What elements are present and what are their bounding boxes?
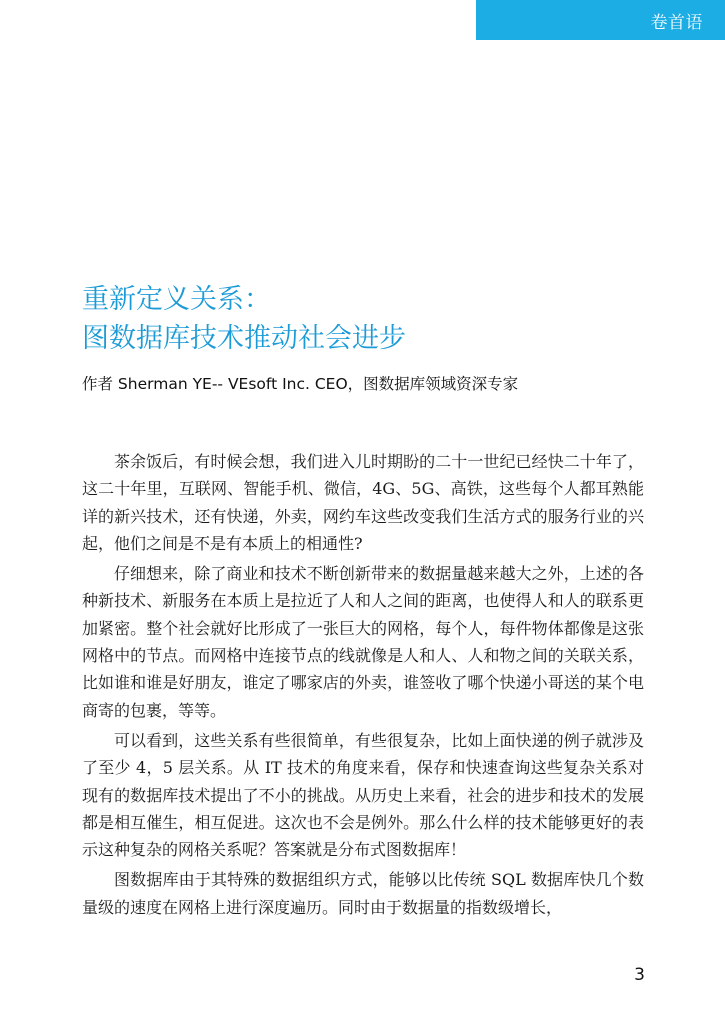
paragraph: 可以看到，这些关系有些很简单，有些很复杂，比如上面快递的例子就涉及了至少 4，5 层关系。从 IT 技术的角度来看，保存和快速查询这些复杂关系对现有的数据库技术提出了不小的挑战。从历史上来看，社会的进步和技术的发展都是相互催生，相互促进。这次也不会是例外。那么什么样的技术能够更好的表示这种复杂的网格关系呢？答案就是分布式图数据库！ — [82, 730, 644, 860]
section-header-tab — [476, 0, 725, 40]
paragraph: 图数据库由于其特殊的数据组织方式，能够以比传统 SQL 数据库快几个数量级的速度在网格上进行深度遍历。同时由于数据量的指数级增长， — [82, 870, 644, 917]
section-header-label: 卷首语 — [650, 12, 703, 33]
article-title-line-1: 重新定义关系： — [82, 284, 271, 315]
paragraph: 仔细想来，除了商业和技术不断创新带来的数据量越来越大之外，上述的各种新技术、新服务在本质上是拉近了人和人之间的距离，也使得人和人的联系更加紧密。整个社会就好比形成了一张巨大的网格，每个人，每件物体都像是这张网格中的节点。而网格中连接节点的线就像是人和人、人和物之间的关联关系，比如谁和谁是好朋友，谁定了哪家店的外卖，谁签收了哪个快递小哥送的某个电商寄的包裹，等等。 — [82, 564, 644, 720]
paragraph: 茶余饭后，有时候会想，我们进入儿时期盼的二十一世纪已经快二十年了，这二十年里，互联网、智能手机、微信，4G、5G、高铁，这些每个人都耳熟能详的新兴技术，还有快递，外卖，网约车这些改变我们生活方式的服务行业的兴起，他们之间是不是有本质上的相通性? — [82, 452, 644, 553]
page-number: 3 — [634, 965, 645, 985]
article-title-line-2: 图数据库技术推动社会进步 — [82, 323, 406, 354]
article-title — [82, 280, 406, 358]
article-body — [82, 448, 644, 924]
author-byline: 作者 Sherman YE-- VEsoft Inc. CEO，图数据库领域资深专家 — [82, 375, 519, 393]
